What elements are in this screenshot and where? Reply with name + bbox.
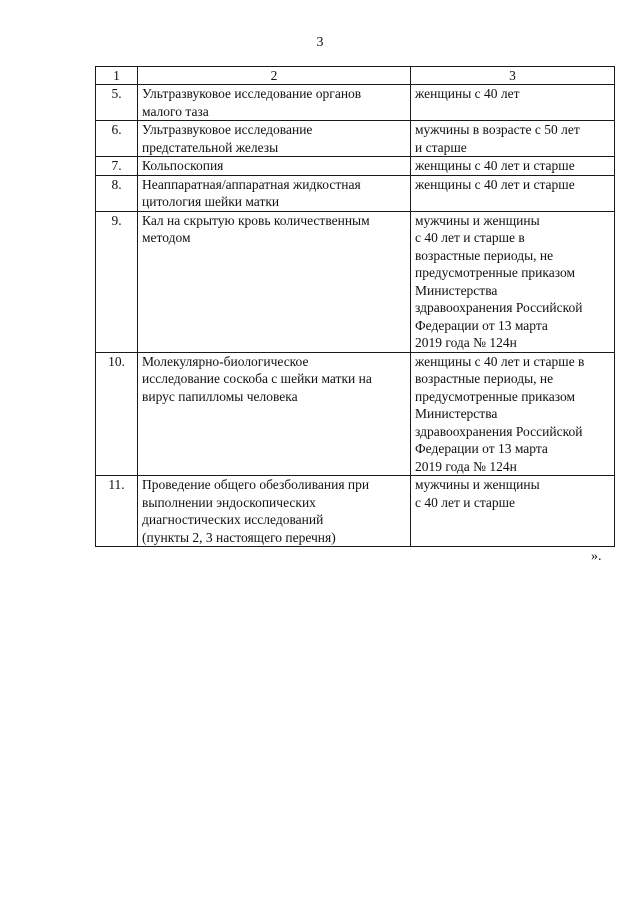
row-number-cell: 10.	[96, 352, 138, 476]
table-row	[96, 476, 615, 547]
examination-name-cell	[138, 352, 411, 476]
target-group-line: и старше	[415, 139, 467, 155]
target-group-line: Федерации от 13 марта	[415, 441, 548, 456]
examination-name-line: Проведение общего обезболивания при	[142, 477, 370, 492]
target-group-line: предусмотренные приказом	[415, 388, 576, 404]
target-group-cell	[411, 121, 615, 157]
target-group-line: с 40 лет и старше в	[415, 230, 525, 245]
examination-name-cell	[138, 476, 411, 547]
header-cell-col1: 1	[96, 67, 138, 85]
target-group-line: женщины с 40 лет	[415, 86, 520, 101]
row-number-cell: 6.	[96, 121, 138, 157]
target-group-line: здравоохранения Российской	[415, 300, 583, 315]
target-group-line: женщины с 40 лет и старше	[415, 176, 575, 192]
target-group-line: с 40 лет и старше	[415, 494, 516, 510]
target-group-cell	[411, 476, 615, 547]
examination-name-cell	[138, 211, 411, 352]
target-group-line: предусмотренные приказом	[415, 265, 576, 280]
examination-name-cell	[138, 157, 411, 176]
table-row	[96, 157, 615, 176]
header-cell-col2: 2	[138, 67, 411, 85]
target-group-line: 2019 года № 124н	[415, 335, 517, 350]
examination-name-line: диагностических исследований	[142, 512, 324, 527]
target-group-line: 2019 года № 124н	[415, 458, 517, 474]
examination-name-line: Неаппаратная/аппаратная жидкостная	[142, 176, 361, 192]
target-group-cell	[411, 157, 615, 176]
examination-name-line: Кольпоскопия	[142, 158, 224, 173]
examination-name-line: методом	[142, 230, 191, 245]
target-group-line: мужчины и женщины	[415, 212, 540, 228]
table-row	[96, 352, 615, 476]
target-group-line: здравоохранения Российской	[415, 423, 583, 439]
examination-name-line: исследование соскоба с шейки матки на	[142, 371, 372, 386]
examination-name-line: Ультразвуковое исследование	[142, 122, 313, 137]
target-group-cell	[411, 85, 615, 121]
closing-quote-mark: ».	[591, 549, 602, 564]
examination-name-line: выполнении эндоскопических	[142, 494, 316, 510]
target-group-line: Министерства	[415, 282, 498, 298]
examination-name-cell	[138, 85, 411, 121]
examination-name-line: предстательной железы	[142, 139, 279, 155]
table-header-row	[96, 67, 615, 85]
target-group-cell	[411, 175, 615, 211]
examination-name-line: Ультразвуковое исследование органов	[142, 86, 362, 101]
target-group-cell	[411, 352, 615, 476]
row-number-cell: 11.	[96, 476, 138, 547]
row-number-cell: 5.	[96, 85, 138, 121]
target-group-line: возрастные периоды, не	[415, 247, 554, 263]
target-group-line: женщины с 40 лет и старше в	[415, 353, 585, 369]
target-group-cell	[411, 211, 615, 352]
table-row	[96, 175, 615, 211]
row-number-cell: 7.	[96, 157, 138, 176]
examination-name-line: Кал на скрытую кровь количественным	[142, 212, 370, 228]
target-group-line: возрастные периоды, не	[415, 371, 554, 386]
examination-name-line: вирус папилломы человека	[142, 388, 298, 404]
examination-table	[95, 66, 615, 547]
examination-name-line: Молекулярно-биологическое	[142, 353, 309, 369]
examination-name-cell	[138, 121, 411, 157]
target-group-line: Федерации от 13 марта	[415, 317, 548, 333]
table-row	[96, 85, 615, 121]
examination-name-line: (пункты 2, 3 настоящего перечня)	[142, 529, 336, 545]
table-row	[96, 121, 615, 157]
examination-name-line: цитология шейки матки	[142, 194, 280, 209]
row-number-cell: 8.	[96, 175, 138, 211]
header-cell-col3: 3	[411, 67, 615, 85]
examination-name-line: малого таза	[142, 103, 209, 119]
examination-name-cell	[138, 175, 411, 211]
target-group-line: женщины с 40 лет и старше	[415, 158, 575, 173]
target-group-line: мужчины и женщины	[415, 477, 540, 492]
page-number: 3	[316, 35, 324, 50]
table-row	[96, 211, 615, 352]
target-group-line: мужчины в возрасте с 50 лет	[415, 122, 580, 137]
target-group-line: Министерства	[415, 406, 498, 421]
row-number-cell: 9.	[96, 211, 138, 352]
